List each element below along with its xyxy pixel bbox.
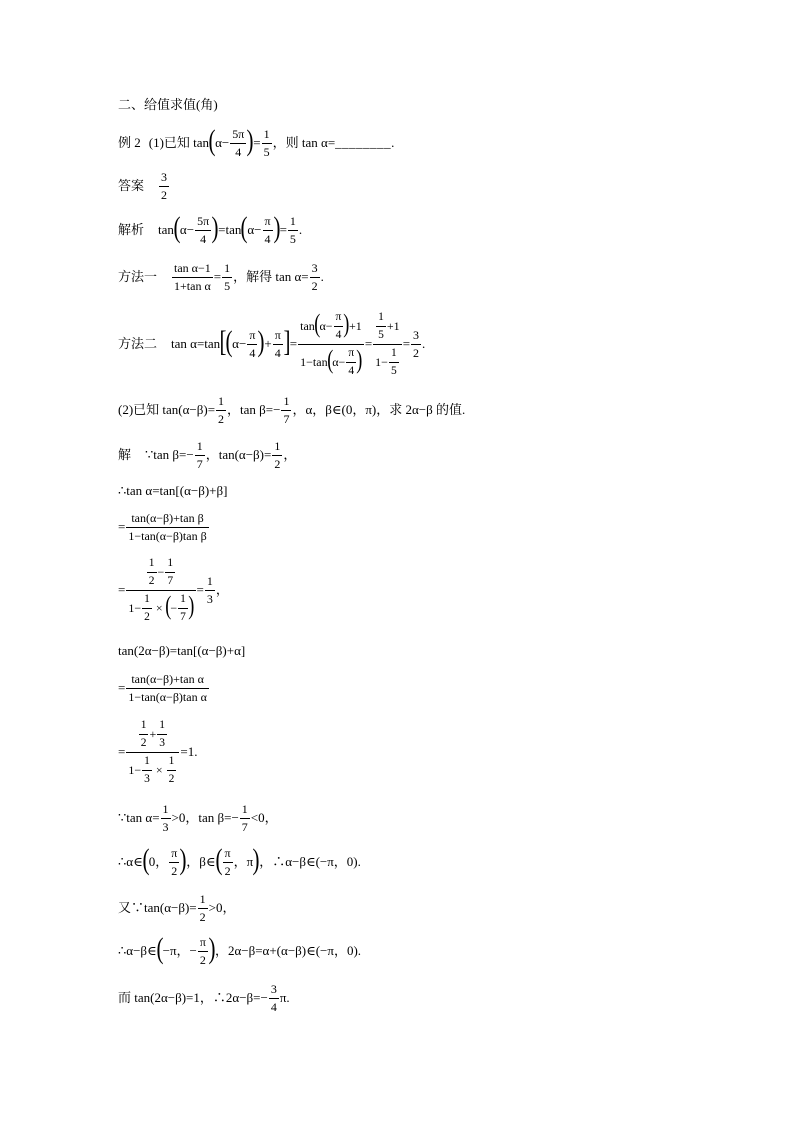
math-text: ，∴α−β∈(−π，0). [259,854,361,869]
big-paren: ) [343,309,350,338]
fraction [230,127,246,160]
big-paren: ) [211,211,219,244]
fraction [222,261,232,294]
math-text: ∴α∈ [118,854,143,869]
math-text: +1 [349,319,362,333]
numerator: 1 [288,214,298,231]
big-paren: ( [326,345,333,374]
fraction [376,310,386,343]
big-paren: ( [173,211,181,244]
math-text: 1− [128,763,142,777]
solution-label: 解 [118,447,132,462]
math-text: tan α=tan [171,336,221,351]
math-text: 1−tan [300,355,328,369]
numerator: 1 [178,592,188,609]
math-text: >0，tan β=− [171,810,239,825]
math-text: + [264,336,272,351]
numerator: tan(α−β)+tan α [126,672,209,689]
fraction [273,328,283,361]
denominator: 2 [274,456,281,471]
denominator: 7 [167,574,174,587]
big-paren: ( [164,591,172,620]
numerator: 5π [230,127,246,144]
math-text: ， [215,582,229,597]
math-text: ∵tan β=− [145,447,194,462]
method-1-label: 方法一 [118,269,158,284]
math-text: ，解得 tan α= [233,269,309,284]
analysis-label: 解析 [118,222,145,237]
numerator: 1 [262,127,272,144]
math-text: ， [283,447,297,462]
math-text: = [402,336,411,351]
math-text: + [149,727,157,741]
numerator: 1 [198,892,208,909]
math-text: . [298,222,303,237]
big-bracket: [ [219,325,227,358]
big-paren: ( [314,309,321,338]
numerator: 5π [195,214,211,231]
answer-blank: ________ [335,135,392,150]
math-text: = [279,222,287,237]
math-text: = [118,519,126,534]
numerator: 1 [272,439,282,456]
math-text: −π，− [162,943,197,958]
denominator: 5 [390,364,397,377]
numerator: 1 [205,574,215,591]
math-text: tan(2α−β)=tan[(α−β)+α] [118,643,246,658]
math-text: . [320,269,324,284]
denominator: 2 [413,345,420,360]
big-paren: ) [188,591,195,620]
math-text: 0， [148,854,169,869]
numerator: π [169,846,179,863]
numerator: 1 [389,346,399,363]
denominator: 2 [199,952,206,967]
denominator: 7 [283,411,290,426]
numerator: tan(α−β)+tan β [126,511,208,528]
big-paren: ( [156,932,164,965]
numerator [126,556,195,591]
big-paren: ) [356,345,363,374]
math-text: =1. [180,744,198,759]
big-paren: ( [208,124,216,157]
section-title: 二、给值求值(角) [118,97,218,112]
fraction [157,718,167,751]
math-text: = [213,269,222,284]
numerator: 1 [142,754,152,771]
question-text: ，tan β=− [227,402,281,417]
compound-fraction [373,310,402,379]
numerator: π [346,346,356,363]
big-paren: ) [273,211,281,244]
big-paren: ) [252,843,260,876]
denominator: 3 [159,736,166,749]
denominator: 5 [378,328,384,341]
numerator: 1 [195,439,205,456]
denominator: 3 [162,819,169,834]
math-text: +1 [386,319,400,333]
denominator: 2 [168,772,175,785]
denominator: 4 [249,345,256,360]
big-paren: ( [142,843,150,876]
denominator: 4 [274,345,281,360]
denominator: 4 [264,231,271,246]
math-text: ，2α−β=α+(α−β)∈(−π，0). [214,943,362,958]
fraction [147,556,157,589]
numerator: 1 [139,718,149,735]
numerator: 1 [222,261,232,278]
numerator: 1 [216,394,226,411]
math-text: = [118,680,126,695]
denominator: 4 [200,231,207,246]
denominator: 7 [196,456,203,471]
denominator: 2 [311,278,318,293]
numerator: 1 [165,556,175,573]
math-text: . [422,336,426,351]
math-text: 1− [128,601,142,615]
denominator: 5 [263,144,270,159]
math-text: = [289,336,298,351]
numerator: 1 [281,394,291,411]
denominator: 5 [289,231,296,246]
question-text: (1)已知 tan [148,135,210,150]
denominator: 5 [224,278,231,293]
math-text: = [253,135,261,150]
numerator: 3 [411,328,421,345]
math-text: ∵tan α= [118,810,160,825]
fraction [247,328,257,361]
math-text: π. [279,990,290,1005]
denominator: 4 [335,328,342,341]
big-paren: ) [246,124,254,157]
compound-fraction [126,718,179,787]
big-paren: ) [257,325,265,358]
math-text: α− [179,222,195,237]
numerator: 1 [147,556,157,573]
math-text: ∴α−β∈ [118,943,157,958]
numerator: π [334,310,344,327]
math-text: 而 tan(2α−β)=1，∴2α−β=− [118,990,268,1005]
numerator: 1 [157,718,167,735]
numerator: 1 [167,754,177,771]
fraction [172,261,213,294]
math-text: α− [215,135,230,150]
question-text: ，则 tan α= [272,135,336,150]
denominator: 2 [218,411,225,426]
math-text: = [118,744,126,759]
math-text: α− [332,355,346,369]
math-text: =tan [218,222,242,237]
math-text: = [196,582,204,597]
fraction [310,261,320,294]
numerator: π [247,328,257,345]
denominator: 4 [235,144,242,159]
math-text: 1− [375,355,388,369]
numerator [126,718,179,753]
numerator: 3 [310,261,320,278]
math-text: × [152,763,166,777]
solution-line-12 [118,958,290,1038]
math-text: = [118,582,126,597]
denominator: 1+tan α [174,278,211,293]
big-paren: ( [225,325,233,358]
numerator: 1 [142,592,152,609]
math-text: tan [300,319,315,333]
answer-label: 答案 [118,178,145,193]
question-text: ，α，β∈(0，π)，求 2α−β 的值. [292,402,466,417]
math-text: − [157,565,165,579]
denominator: 1−tan(α−β)tan α [128,689,207,704]
denominator: 2 [199,909,206,924]
denominator: 3 [206,591,213,606]
fraction [126,672,209,705]
denominator: 2 [161,187,168,202]
math-text: ∴tan α=tan[(α−β)+β] [118,483,228,498]
question-text: (2)已知 tan(α−β)= [118,402,216,417]
big-paren: ( [215,843,223,876]
fraction [165,556,175,589]
math-text: α− [247,222,262,237]
fraction [262,127,272,160]
denominator: 2 [148,574,155,587]
math-text: tan [158,222,174,237]
math-text: 又∵tan(α−β)= [118,900,197,915]
numerator: π [263,214,273,231]
denominator: 2 [224,863,231,878]
compound-fraction [298,310,364,379]
math-text: × [152,601,166,615]
denominator: 4 [270,999,277,1014]
math-text: − [170,601,178,615]
big-paren: ( [240,211,248,244]
denominator: 4 [348,364,355,377]
numerator: 1 [376,310,386,327]
denominator: 2 [140,736,147,749]
fraction [205,574,215,607]
example-label: 例 2 [118,135,141,150]
math-text: = [364,336,373,351]
math-text: . [391,135,395,150]
math-text: ，π [233,854,254,869]
numerator: 1 [240,802,250,819]
fraction [269,982,279,1015]
big-paren: ) [179,843,187,876]
math-text: α− [232,336,247,351]
fraction [126,511,208,544]
denominator: 2 [171,863,178,878]
numerator: 3 [269,982,279,999]
math-text: α− [319,319,333,333]
method-2-label: 方法二 [118,336,158,351]
big-bracket: ] [283,325,291,358]
numerator: π [198,935,208,952]
fraction [139,718,149,751]
denominator: 7 [180,610,186,623]
numerator: π [273,328,283,345]
fraction [334,310,344,343]
math-text: >0， [208,900,236,915]
numerator: 1 [161,802,171,819]
numerator: π [223,846,233,863]
big-paren: ) [208,932,216,965]
math-text: ，β∈ [186,854,216,869]
numerator [373,310,402,345]
math-text: <0， [250,810,278,825]
fraction [272,439,282,472]
numerator [298,310,364,345]
denominator: 2 [144,610,150,623]
math-text: ，tan(α−β)= [205,447,272,462]
denominator: 1−tan(α−β)tan β [128,528,207,543]
numerator: 3 [159,170,169,187]
fraction [411,328,421,361]
denominator: 3 [144,772,150,785]
denominator: 7 [241,819,248,834]
numerator: tan α−1 [172,261,213,278]
